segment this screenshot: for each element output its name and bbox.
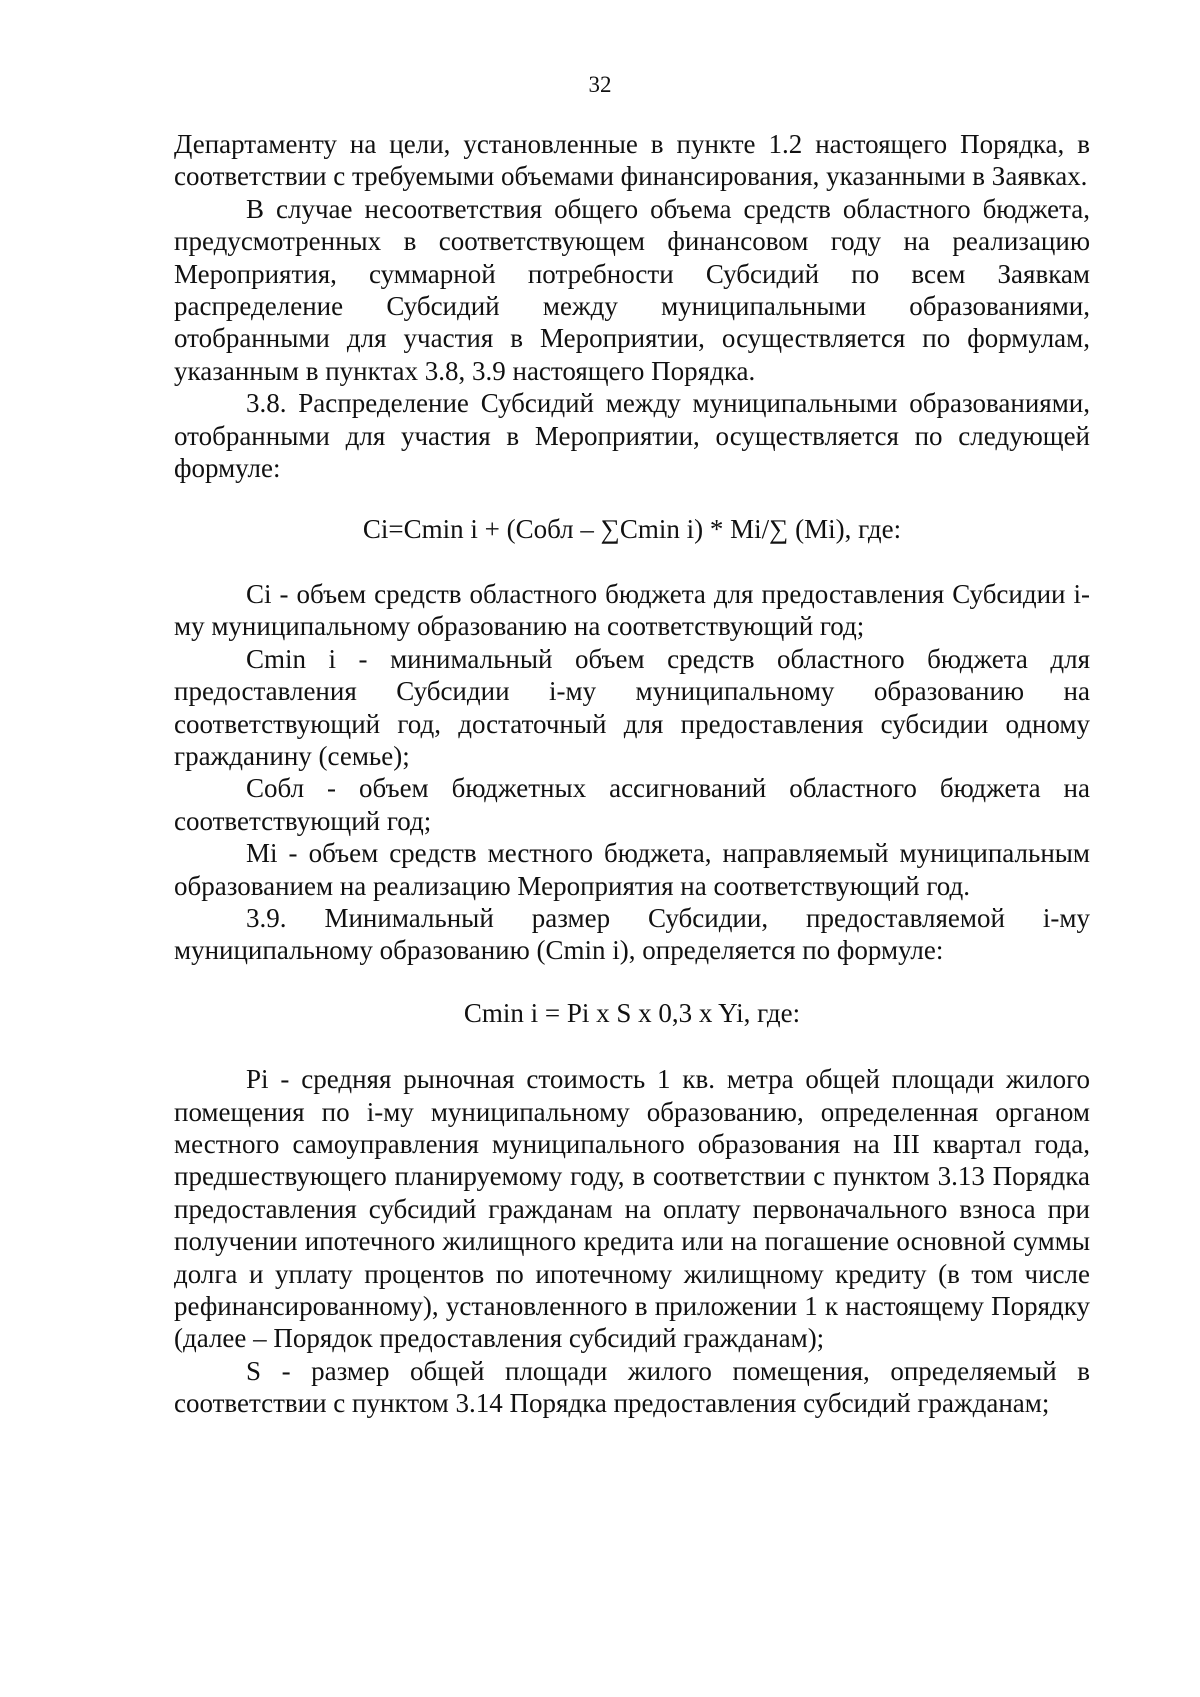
formula-minimum-subsidy: Cmin i = Pi x S x 0,3 x Yi, где: xyxy=(463,997,801,1028)
formula-subsidy-distribution: Ci=Cmin i + (Собл – ∑Cmin i) * Mi/∑ (Mi), где: xyxy=(362,514,902,545)
definition-pi: Pi - средняя рыночная стоимость 1 кв. метра общей площади жилого помещения по i-му муниципальному образованию, определенная органом местного самоуправления муниципального образования на III квартал года, предшествующего планируемому году, в соответствии с пунктом 3.13 Порядка предоставления субсидий гражданам на оплату первоначального взноса при получении ипотечного жилищного кредита или на погашение основной суммы долга и уплату процентов по ипотечному жилищному кредиту (в том числе рефинансированному), установленного в приложении 1 к настоящему Порядку (далее – Порядок предоставления субсидий гражданам); xyxy=(174,1064,1090,1354)
page-number: 32 xyxy=(588,72,612,97)
document-body xyxy=(174,128,1090,1420)
definition-sobl: Собл - объем бюджетных ассигнований областного бюджета на соответствующий год; xyxy=(174,773,1090,836)
paragraph-clause-3-9: 3.9. Минимальный размер Субсидии, предоставляемой i-му муниципальному образованию (Cmin i), определяется по формуле: xyxy=(174,902,1090,966)
definition-ci: Ci - объем средств областного бюджета для предоставления Субсидии i-му муниципальному образованию на соответствующий год; xyxy=(174,578,1090,642)
paragraph-budget-mismatch: В случае несоответствия общего объема средств областного бюджета, предусмотренных в соответствующем финансовом году на реализацию Мероприятия, суммарной потребности Субсидий по всем Заявкам распределение Субсидий между муниципальными образованиями, отобранными для участия в Мероприятии, осуществляется по формулам, указанным в пунктах 3.8, 3.9 настоящего Порядка. xyxy=(174,193,1090,386)
paragraph-continuation: Департаменту на цели, установленные в пункте 1.2 настоящего Порядка, в соответствии с требуемыми объемами финансирования, указанными в Заявках. xyxy=(174,129,1090,192)
definition-cmin-i: Cmin i - минимальный объем средств областного бюджета для предоставления Субсидии i-му муниципальному образованию на соответствующий год, достаточный для предоставления субсидии одному гражданину (семье); xyxy=(174,643,1090,771)
definition-s: S - размер общей площади жилого помещения, определяемый в соответствии с пунктом 3.14 Порядка предоставления субсидий гражданам; xyxy=(174,1355,1090,1419)
paragraph-clause-3-8: 3.8. Распределение Субсидий между муниципальными образованиями, отобранными для участия в Мероприятии, осуществляется по следующей формуле: xyxy=(174,388,1090,484)
definition-mi: Mi - объем средств местного бюджета, направляемый муниципальным образованием на реализацию Мероприятия на соответствующий год. xyxy=(174,838,1090,901)
